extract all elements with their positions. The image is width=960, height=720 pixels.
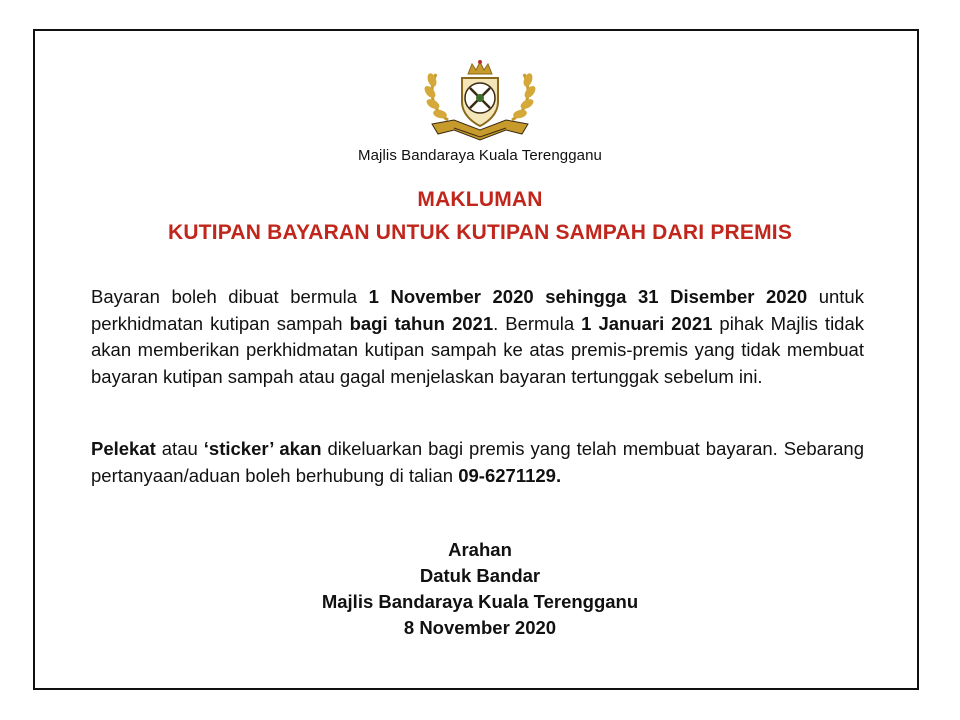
payment-paragraph	[91, 284, 864, 390]
payment-period: 1 November 2020 sehingga 31 Disember 2020	[368, 286, 808, 307]
sticker-paragraph	[91, 436, 864, 489]
notice-subtitle: KUTIPAN BAYARAN UNTUK KUTIPAN SAMPAH DARI PREMIS	[167, 221, 793, 244]
sticker-label: Pelekat	[91, 438, 156, 459]
contact-phone: 09-6271129.	[458, 464, 562, 486]
sticker-term: ‘sticker’ akan	[203, 438, 322, 459]
service-year: bagi tahun 2021	[349, 312, 494, 334]
signature-directive: Arahan	[448, 539, 512, 560]
organization-name: Majlis Bandaraya Kuala Terengganu	[357, 147, 603, 164]
paragraph-text: pihak Majlis tidak akan memberikan perkhidmatan kutipan sampah ke atas premis-premis yang tidak membuat bayaran kutipan sampah atau gagal menjelaskan bayaran tertunggak sebelum ini.	[91, 312, 865, 387]
paragraph-text: . Bermula	[493, 312, 582, 334]
signature-organization: Majlis Bandaraya Kuala Terengganu	[321, 591, 639, 612]
paragraph-text: untuk perkhidmatan kutipan sampah	[91, 286, 864, 334]
notice-title: MAKLUMAN	[417, 188, 543, 211]
signature-date: 8 November 2020	[403, 617, 557, 638]
signature-block	[0, 537, 960, 641]
paragraph-text: Bayaran boleh dibuat bermula	[91, 286, 369, 307]
city-council-crest-icon	[418, 58, 542, 144]
cutoff-date: 1 Januari 2021	[581, 312, 713, 334]
paragraph-text: atau	[155, 438, 204, 459]
signature-title: Datuk Bandar	[419, 565, 541, 586]
paragraph-text: dikeluarkan bagi premis yang telah membuat bayaran. Sebarang pertanyaan/aduan boleh berhubung di talian	[91, 438, 864, 486]
